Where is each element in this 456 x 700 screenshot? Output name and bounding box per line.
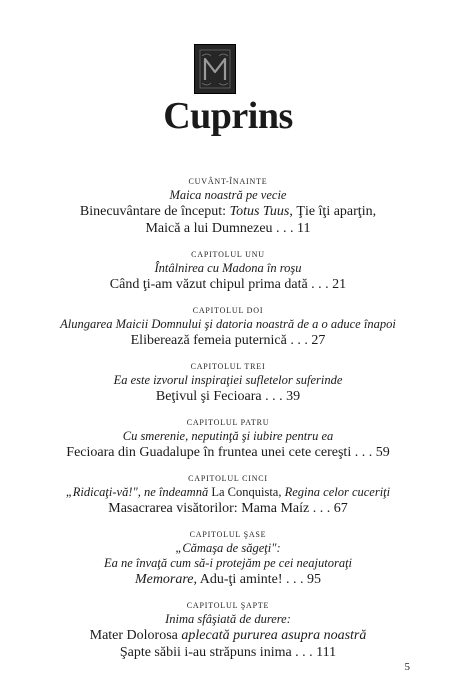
chapter-title-part: , Adu-ţi aminte! . . . 95 [193, 572, 322, 587]
chapter-subtitle: Alungarea Maicii Domnului şi datoria noastră de a o aduce înapoi [60, 317, 396, 331]
chapter-title-page: Când ţi-am văzut chipul prima dată . . . 21 [109, 277, 347, 292]
chapter-subtitle-mixed [0, 627, 456, 644]
page-title: Cuprins [163, 95, 293, 137]
chapter-title-part: Binecuvântare de început: [79, 204, 230, 219]
toc-entry-chapter-7 [0, 600, 456, 661]
table-of-contents [0, 176, 456, 661]
chapter-subtitle-upright: La Conquista [211, 485, 279, 499]
chapter-label: CUVÂNT-ÎNAINTE [188, 177, 268, 186]
chapter-title-italic: Totus Tuus [229, 204, 290, 219]
chapter-title-page: Masacrarea visătorilor: Mama Maíz . . . 67 [108, 501, 348, 516]
chapter-title-part: , Ţie îţi aparţin, [289, 204, 377, 219]
ornamental-letter-m-icon [198, 48, 232, 90]
chapter-subtitle-part: „Ridicaţi-vă!", ne îndeamnă [65, 485, 212, 499]
chapter-title-page: Eliberează femeia puternică . . . 27 [130, 333, 326, 348]
chapter-subtitle-upright: Mater Dolorosa [89, 628, 182, 643]
chapter-label: CAPITOLUL PATRU [186, 418, 270, 427]
chapter-label: CAPITOLUL TREI [190, 362, 266, 371]
chapter-label: CAPITOLUL DOI [192, 306, 264, 315]
chapter-subtitle: Ea este izvorul inspiraţiei sufletelor suferinde [113, 373, 343, 387]
toc-entry-chapter-2 [0, 305, 456, 349]
chapter-title-page: Maică a lui Dumnezeu . . . 11 [145, 221, 311, 236]
chapter-title-page: Fecioara din Guadalupe în fruntea unei cete cereşti . . . 59 [66, 445, 390, 460]
toc-entry-chapter-6 [0, 529, 456, 588]
chapter-subtitle: Maica noastră pe vecie [169, 188, 287, 202]
chapter-label: CAPITOLUL UNU [191, 250, 265, 259]
chapter-title-page: Beţivul şi Fecioara . . . 39 [155, 389, 301, 404]
chapter-subtitle-part: , Regina celor cuceriţi [278, 485, 391, 499]
chapter-label: CAPITOLUL ŞASE [189, 530, 267, 539]
chapter-title-italic: Memorare [134, 572, 194, 587]
ornamental-initial [194, 44, 236, 94]
toc-entry-chapter-5 [0, 473, 456, 517]
chapter-subtitle: „Cămaşa de săgeţi": [175, 541, 281, 555]
toc-entry-foreword [0, 176, 456, 237]
chapter-subtitle: Întâlnirea cu Madona în roşu [154, 261, 302, 275]
chapter-label: CAPITOLUL CINCI [188, 474, 268, 483]
toc-entry-chapter-3 [0, 361, 456, 405]
chapter-title-page: Şapte săbii i-au străpuns inima . . . 111 [119, 645, 337, 660]
toc-entry-chapter-1 [0, 249, 456, 293]
chapter-title-page [0, 571, 456, 588]
chapter-subtitle [0, 485, 456, 500]
chapter-subtitle: Inima sfâşiată de durere: [165, 612, 291, 626]
chapter-subtitle: Cu smerenie, neputinţă şi iubire pentru ea [122, 429, 334, 443]
chapter-subtitle: Ea ne învaţă cum să-i protejăm pe cei neajutoraţi [103, 556, 353, 570]
page-number: 5 [404, 661, 410, 673]
chapter-subtitle-italic: aplecată pururea asupra noastră [181, 628, 367, 643]
chapter-label: CAPITOLUL ŞAPTE [186, 601, 270, 610]
chapter-title [0, 203, 456, 220]
toc-entry-chapter-4 [0, 417, 456, 461]
